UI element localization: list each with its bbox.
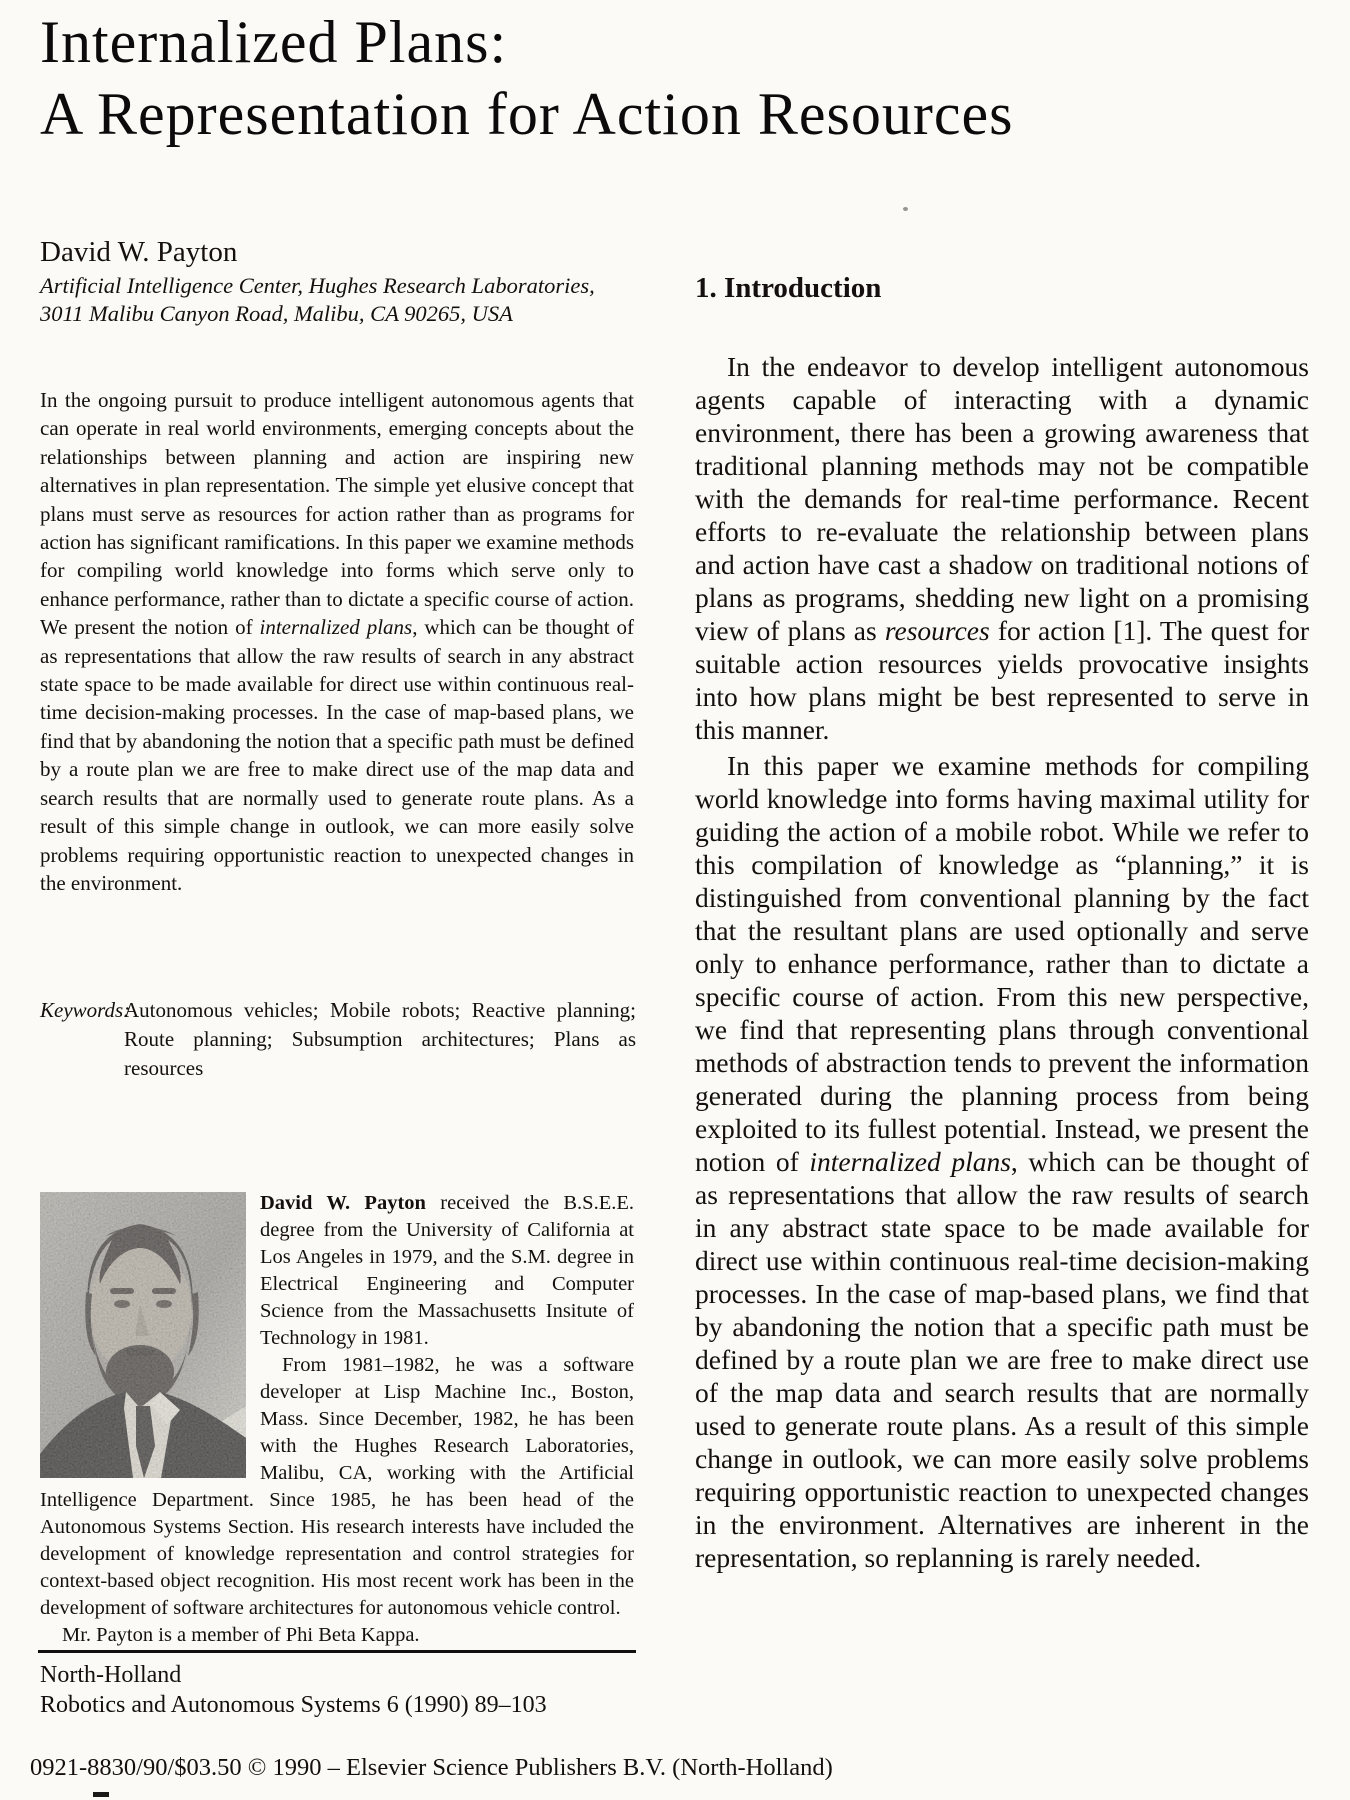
- author-affiliation: [40, 272, 595, 327]
- imprint-divider: [38, 1650, 636, 1653]
- scan-speck: [903, 207, 908, 211]
- imprint-block: [40, 1660, 547, 1720]
- section-heading-introduction: 1. Introduction: [695, 272, 882, 304]
- scan-edge-mark: [93, 1792, 109, 1797]
- bio-paragraph-1: David W. Payton received the B.S.E.E. degree from the University of California at Los Angeles in 1979, and the S.M. degree in Electrical Engineering and Computer Science from the Massachusetts Insitute of Technology in 1981.: [260, 1192, 634, 1349]
- author-name: David W. Payton: [40, 236, 238, 268]
- bio-paragraph-2: From 1981–1982, he was a software developer at Lisp Machine Inc., Boston, Mass. Since December, 1982, he has been with the Hughes Research Laboratories, Malibu, CA, working with the Artificial Intelligence Department. Since 1985, he has been head of the Autonomous Systems Section. His research interests have included the development of knowledge representation and control strategies for context-based object recognition. His most recent work has been in the development of software architectures for autonomous vehicle control.: [40, 1354, 634, 1619]
- title-line-2: A Representation for Action Resources: [40, 81, 1014, 147]
- keywords-label: Keywords:: [40, 998, 131, 1022]
- author-biography: [40, 1190, 634, 1649]
- journal-citation: Robotics and Autonomous Systems 6 (1990) 89–103: [40, 1692, 547, 1718]
- introduction-paragraph-1: In the endeavor to develop intelligent autonomous agents capable of interacting with a dynamic environment, there has been a growing awareness that traditional planning methods may not be compatible with the demands for real-time performance. Recent efforts to re-evaluate the relationship between plans and action have cast a shadow on traditional notions of plans as programs, shedding new light on a promising view of plans as resources for action [1]. The quest for suitable action resources yields provocative insights into how plans might be best represented to serve in this manner.: [695, 351, 1309, 745]
- paper-title: [40, 6, 1013, 150]
- title-line-1: Internalized Plans:: [40, 9, 508, 75]
- right-column: [695, 272, 1309, 1574]
- affiliation-line-1: Artificial Intelligence Center, Hughes Research Laboratories,: [40, 273, 595, 298]
- keywords-text: Autonomous vehicles; Mobile robots; Reactive planning; Route planning; Subsumption architectures; Plans as resources: [124, 998, 636, 1080]
- bio-paragraph-3: Mr. Payton is a member of Phi Beta Kappa.: [62, 1624, 420, 1646]
- copyright-footer: 0921-8830/90/$03.50 © 1990 – Elsevier Science Publishers B.V. (North-Holland): [30, 1754, 833, 1781]
- publisher-name: North-Holland: [40, 1662, 182, 1688]
- affiliation-line-2: 3011 Malibu Canyon Road, Malibu, CA 90265, USA: [40, 300, 513, 326]
- portrait-photo: [40, 1192, 246, 1478]
- abstract-text: In the ongoing pursuit to produce intelligent autonomous agents that can operate in real world environments, emerging concepts about the relationships between planning and action are inspiring new alternatives in plan representation. The simple yet elusive concept that plans must serve as resources for action rather than as programs for action has significant ramifications. In this paper we examine methods for compiling world knowledge into forms which serve only to enhance performance, rather than to dictate a specific course of action. We present the notion of internalized plans, which can be thought of as representations that allow the raw results of search in any abstract state space to be made available for direct use within continuous real-time decision-making processes. In the case of map-based plans, we find that by abandoning the notion that a specific path must be defined by a route plan we are free to make direct use of the map data and search results that are normally used to generate route plans. As a result of this simple change in outlook, we can more easily solve problems requiring opportunistic reaction to unexpected changes in the environment.: [40, 388, 634, 895]
- introduction-paragraph-2: In this paper we examine methods for compiling world knowledge into forms having maximal utility for guiding the action of a mobile robot. While we refer to this compilation of knowledge as “planning,” it is distinguished from conventional planning by the fact that the resultant plans are used optionally and serve only to enhance performance, rather than to dictate a specific course of action. From this new perspective, we find that representing plans through conventional methods of abstraction tends to prevent the information generated during the planning process from being exploited to its fullest potential. Instead, we present the notion of internalized plans, which can be thought of as representations that allow the raw results of search in any abstract state space to be made available for direct use within continuous real-time decision-making processes. In the case of map-based plans, we find that by abandoning the notion that a specific path must be defined by a route plan we are free to make direct use of the map data and search results that are normally used to generate route plans. As a result of this simple change in outlook, we can more easily solve problems requiring opportunistic reaction to unexpected changes in the environment. Alternatives are inherent in the representation, so replanning is rarely needed.: [695, 750, 1309, 1573]
- keywords-block: [40, 996, 636, 1083]
